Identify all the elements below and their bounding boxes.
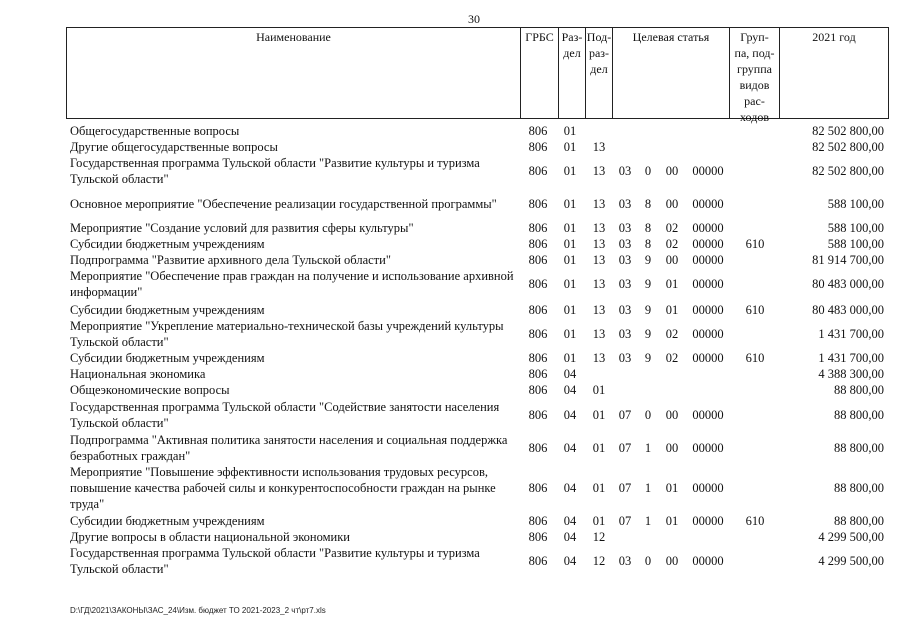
- row-target-direction: 00000: [692, 197, 724, 211]
- row-razdel: 01: [563, 221, 577, 235]
- row-target-event: 02: [665, 351, 679, 365]
- row-target-subprogram: 9: [644, 327, 652, 341]
- row-sum: 4 299 500,00: [818, 530, 884, 544]
- row-sum: 88 800,00: [834, 408, 884, 422]
- row-name: Субсидии бюджетным учреждениям: [70, 303, 265, 317]
- row-razdel: 01: [563, 303, 577, 317]
- row-sum: 4 299 500,00: [818, 554, 884, 568]
- row-target-direction: 00000: [692, 253, 724, 267]
- row-target-event: 01: [665, 303, 679, 317]
- header-podrazdel-line: Под-: [586, 30, 612, 44]
- header-group-line: ходов: [740, 110, 769, 124]
- row-target-subprogram: 0: [644, 554, 652, 568]
- row-podrazdel: 01: [592, 514, 606, 528]
- row-group: 610: [745, 514, 765, 528]
- row-razdel: 04: [563, 530, 577, 544]
- row-name: Другие общегосударственные вопросы: [70, 140, 278, 154]
- row-target-subprogram: 9: [644, 351, 652, 365]
- header-year: 2021 год: [779, 28, 888, 118]
- row-name: Общегосударственные вопросы: [70, 124, 240, 138]
- header-razdel-line: дел: [563, 46, 581, 60]
- row-target-event: 00: [665, 197, 679, 211]
- row-target-program: 03: [618, 221, 632, 235]
- row-grbs: 806: [528, 351, 548, 365]
- row-grbs: 806: [528, 554, 548, 568]
- row-sum: 81 914 700,00: [812, 253, 884, 267]
- row-target-direction: 00000: [692, 303, 724, 317]
- row-grbs: 806: [528, 383, 548, 397]
- row-name: Национальная экономика: [70, 367, 206, 381]
- row-sum: 1 431 700,00: [818, 327, 884, 341]
- row-target-program: 03: [618, 253, 632, 267]
- row-target-program: 03: [618, 197, 632, 211]
- row-target-subprogram: 9: [644, 277, 652, 291]
- row-name: Государственная программа Тульской области "Содействие занятости населения Тульской области": [70, 400, 500, 430]
- row-target-direction: 00000: [692, 327, 724, 341]
- header-group-line: видов: [739, 78, 770, 92]
- page-number: 30: [468, 12, 480, 26]
- row-grbs: 806: [528, 441, 548, 455]
- row-name: Субсидии бюджетным учреждениям: [70, 514, 265, 528]
- row-target-subprogram: 8: [644, 221, 652, 235]
- header-grbs: ГРБС: [520, 28, 558, 118]
- row-target-event: 00: [665, 408, 679, 422]
- row-grbs: 806: [528, 237, 548, 251]
- row-name: Государственная программа Тульской области "Развитие культуры и туризма Тульской области": [70, 156, 480, 186]
- row-sum: 588 100,00: [827, 237, 884, 251]
- row-target-event: 00: [665, 441, 679, 455]
- row-sum: 88 800,00: [834, 383, 884, 397]
- row-razdel: 01: [563, 164, 577, 178]
- row-target-program: 03: [618, 303, 632, 317]
- footer-file-path: D:\ГД\2021\ЗАКОНЫ\ЗАС_24\Изм. бюджет ТО 2021-2023_2 чт\рт7.xls: [70, 606, 326, 615]
- row-target-direction: 00000: [692, 221, 724, 235]
- row-grbs: 806: [528, 253, 548, 267]
- row-razdel: 04: [563, 367, 577, 381]
- row-sum: 82 502 800,00: [812, 164, 884, 178]
- row-name: Государственная программа Тульской области "Развитие культуры и туризма Тульской области": [70, 546, 480, 576]
- table-header: [66, 27, 889, 124]
- row-target-subprogram: 8: [644, 237, 652, 251]
- row-sum: 1 431 700,00: [818, 351, 884, 365]
- row-target-subprogram: 8: [644, 197, 652, 211]
- header-razdel: [558, 28, 585, 118]
- row-target-subprogram: 0: [644, 164, 652, 178]
- row-target-subprogram: 9: [644, 253, 652, 267]
- row-podrazdel: 13: [592, 351, 606, 365]
- row-podrazdel: 13: [592, 253, 606, 267]
- row-razdel: 01: [563, 124, 577, 138]
- row-podrazdel: 01: [592, 408, 606, 422]
- row-name: Субсидии бюджетным учреждениям: [70, 237, 265, 251]
- row-target-event: 01: [665, 514, 679, 528]
- row-name: Субсидии бюджетным учреждениям: [70, 351, 265, 365]
- row-razdel: 04: [563, 408, 577, 422]
- row-target-subprogram: 1: [644, 514, 652, 528]
- row-name: Основное мероприятие "Обеспечение реализации государственной программы": [70, 197, 497, 211]
- row-target-direction: 00000: [692, 441, 724, 455]
- row-target-subprogram: 1: [644, 481, 652, 495]
- row-target-subprogram: 9: [644, 303, 652, 317]
- row-grbs: 806: [528, 303, 548, 317]
- row-razdel: 01: [563, 253, 577, 267]
- row-target-event: 01: [665, 481, 679, 495]
- row-name: Мероприятие "Обеспечение прав граждан на получение и использование архивной информации": [70, 269, 514, 299]
- row-name: Мероприятие "Повышение эффективности использования трудовых ресурсов, повышение качества рабочей силы и конкурентоспособности граждан на рынке труда": [70, 465, 496, 511]
- row-podrazdel: 01: [592, 441, 606, 455]
- row-grbs: 806: [528, 367, 548, 381]
- row-razdel: 04: [563, 514, 577, 528]
- row-target-direction: 00000: [692, 554, 724, 568]
- row-target-program: 07: [618, 441, 632, 455]
- row-target-direction: 00000: [692, 481, 724, 495]
- row-podrazdel: 01: [592, 481, 606, 495]
- row-sum: 80 483 000,00: [812, 277, 884, 291]
- row-grbs: 806: [528, 408, 548, 422]
- row-sum: 588 100,00: [827, 221, 884, 235]
- row-grbs: 806: [528, 327, 548, 341]
- header-group-line: группа: [737, 62, 772, 76]
- row-grbs: 806: [528, 124, 548, 138]
- header-group-line: рас-: [744, 94, 765, 108]
- row-sum: 80 483 000,00: [812, 303, 884, 317]
- row-target-event: 02: [665, 327, 679, 341]
- row-sum: 88 800,00: [834, 514, 884, 528]
- row-podrazdel: 13: [592, 197, 606, 211]
- header-name: Наименование: [256, 30, 331, 44]
- row-target-program: 03: [618, 277, 632, 291]
- row-sum: 82 502 800,00: [812, 140, 884, 154]
- row-name: Другие вопросы в области национальной экономики: [70, 530, 350, 544]
- row-target-program: 07: [618, 481, 632, 495]
- row-razdel: 01: [563, 140, 577, 154]
- row-razdel: 04: [563, 441, 577, 455]
- row-grbs: 806: [528, 197, 548, 211]
- row-sum: 4 388 300,00: [818, 367, 884, 381]
- row-razdel: 01: [563, 197, 577, 211]
- row-podrazdel: 13: [592, 303, 606, 317]
- row-target-direction: 00000: [692, 164, 724, 178]
- row-name: Мероприятие "Создание условий для развития сферы культуры": [70, 221, 414, 235]
- row-target-program: 03: [618, 164, 632, 178]
- row-target-event: 00: [665, 554, 679, 568]
- row-razdel: 01: [563, 351, 577, 365]
- row-target-event: 01: [665, 277, 679, 291]
- row-razdel: 01: [563, 237, 577, 251]
- row-podrazdel: 13: [592, 140, 606, 154]
- row-podrazdel: 13: [592, 327, 606, 341]
- row-grbs: 806: [528, 277, 548, 291]
- row-target-program: 07: [618, 514, 632, 528]
- row-group: 610: [745, 237, 765, 251]
- header-podrazdel-line: раз-: [588, 46, 610, 60]
- row-grbs: 806: [528, 481, 548, 495]
- row-podrazdel: 01: [592, 383, 606, 397]
- row-target-direction: 00000: [692, 277, 724, 291]
- row-podrazdel: 13: [592, 221, 606, 235]
- row-target-program: 07: [618, 408, 632, 422]
- row-target-direction: 00000: [692, 408, 724, 422]
- row-podrazdel: 13: [592, 277, 606, 291]
- row-name: Подпрограмма "Активная политика занятости населения и социальная поддержка безработных граждан": [70, 433, 508, 463]
- header-group: [729, 28, 779, 124]
- row-grbs: 806: [528, 140, 548, 154]
- row-podrazdel: 12: [592, 530, 606, 544]
- row-grbs: 806: [528, 530, 548, 544]
- row-target-event: 00: [665, 253, 679, 267]
- row-name: Подпрограмма "Развитие архивного дела Тульской области": [70, 253, 391, 267]
- row-sum: 588 100,00: [827, 197, 884, 211]
- row-grbs: 806: [528, 221, 548, 235]
- row-grbs: 806: [528, 514, 548, 528]
- row-target-direction: 00000: [692, 351, 724, 365]
- row-group: 610: [745, 303, 765, 317]
- header-group-line: Груп-: [740, 30, 769, 44]
- row-target-subprogram: 0: [644, 408, 652, 422]
- row-target-program: 03: [618, 237, 632, 251]
- row-razdel: 01: [563, 277, 577, 291]
- row-sum: 82 502 800,00: [812, 124, 884, 138]
- row-name: Общеэкономические вопросы: [70, 383, 230, 397]
- row-podrazdel: 13: [592, 164, 606, 178]
- row-razdel: 04: [563, 481, 577, 495]
- row-razdel: 04: [563, 554, 577, 568]
- header-target: Целевая статья: [612, 28, 729, 118]
- row-grbs: 806: [528, 164, 548, 178]
- row-razdel: 04: [563, 383, 577, 397]
- row-target-event: 02: [665, 221, 679, 235]
- header-razdel-line: Раз-: [561, 30, 583, 44]
- row-name: Мероприятие "Укрепление материально-технической базы учреждений культуры Тульской области": [70, 319, 504, 349]
- header-podrazdel: [585, 28, 612, 118]
- row-target-direction: 00000: [692, 237, 724, 251]
- row-target-direction: 00000: [692, 514, 724, 528]
- row-sum: 88 800,00: [834, 441, 884, 455]
- row-razdel: 01: [563, 327, 577, 341]
- row-group: 610: [745, 351, 765, 365]
- row-target-event: 00: [665, 164, 679, 178]
- header-group-line: па, под-: [734, 46, 775, 60]
- row-target-program: 03: [618, 351, 632, 365]
- row-target-event: 02: [665, 237, 679, 251]
- row-sum: 88 800,00: [834, 481, 884, 495]
- row-podrazdel: 12: [592, 554, 606, 568]
- row-target-subprogram: 1: [644, 441, 652, 455]
- row-podrazdel: 13: [592, 237, 606, 251]
- row-target-program: 03: [618, 554, 632, 568]
- row-target-program: 03: [618, 327, 632, 341]
- header-podrazdel-line: дел: [590, 62, 608, 76]
